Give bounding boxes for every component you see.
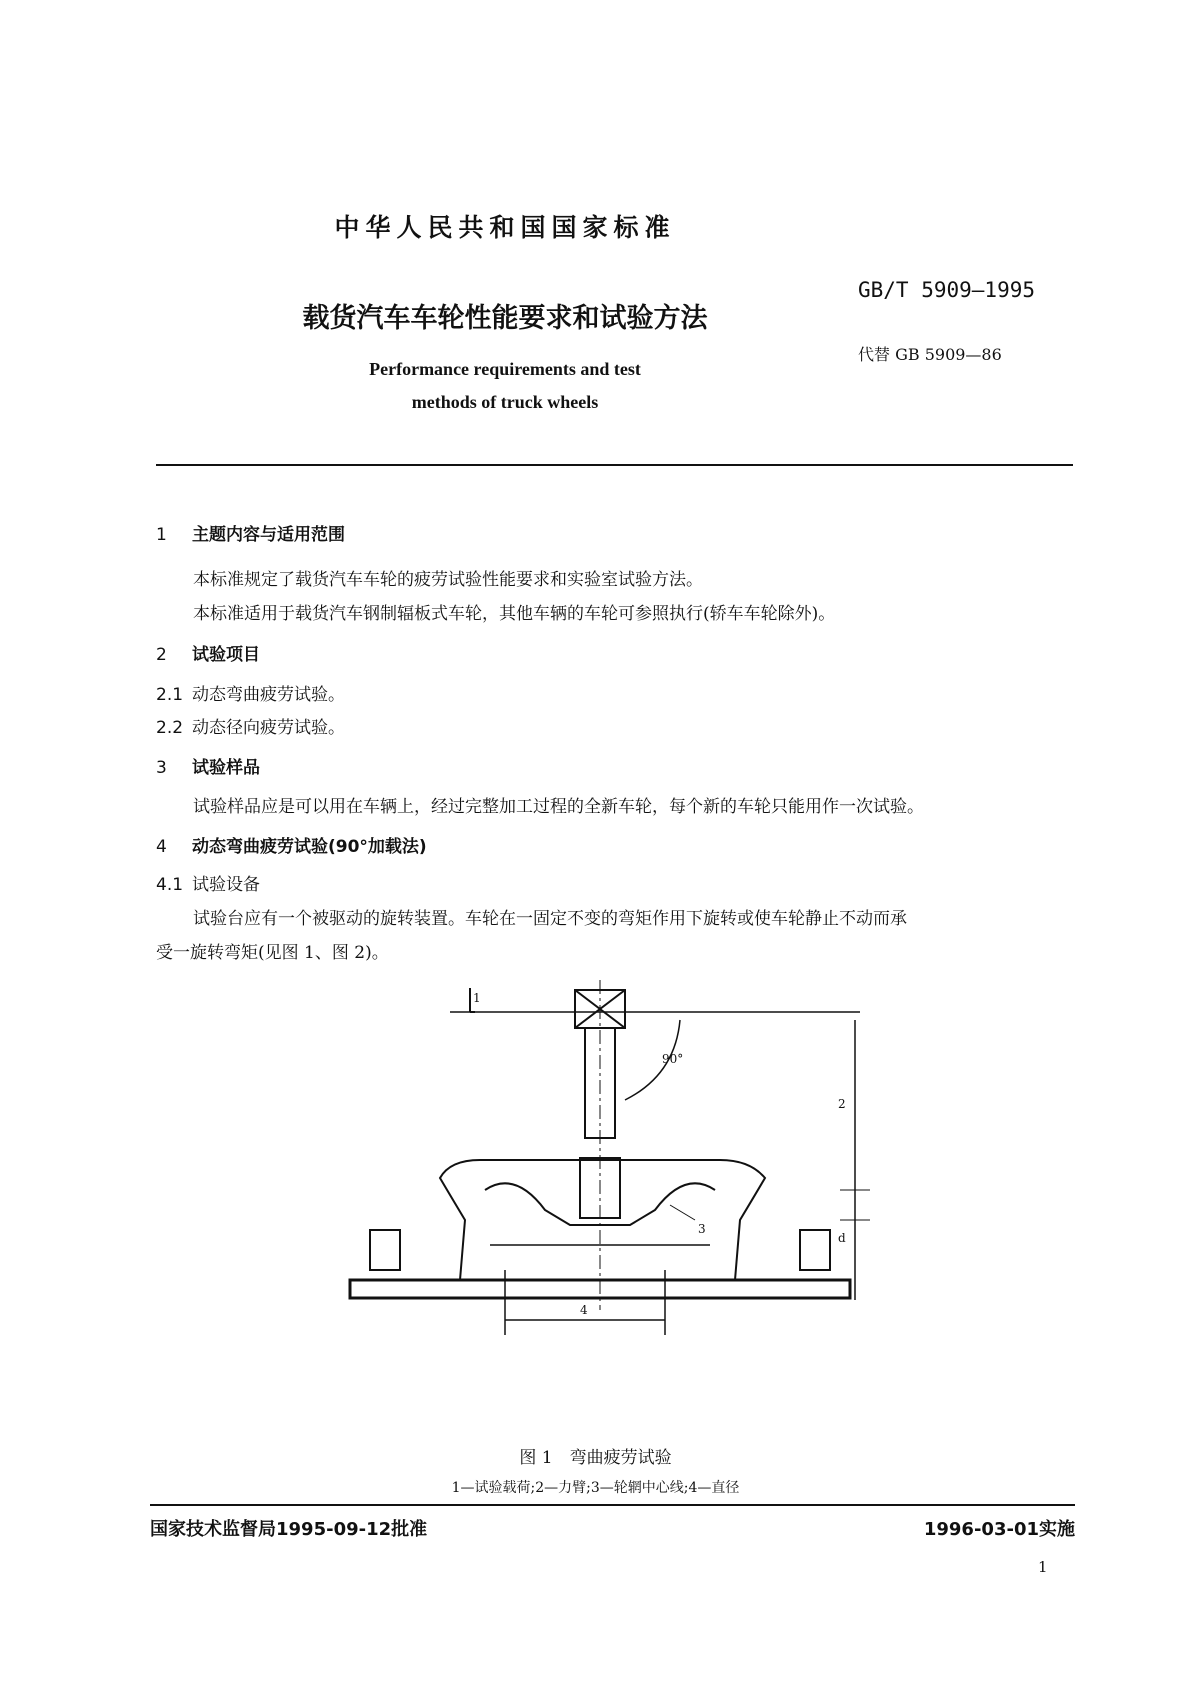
paragraph: 试验样品应是可以用在车辆上，经过完整加工过程的全新车轮，每个新的车轮只能用作一次试验。: [193, 797, 924, 817]
paragraph: 本标准适用于载货汽车钢制辐板式车轮，其他车辆的车轮可参照执行(轿车车轮除外)。: [193, 604, 836, 624]
section-text: 动态弯曲疲劳试验。: [192, 685, 345, 705]
implementation-date: 1996-03-01实施: [923, 1519, 1075, 1540]
subsection-2-2: [156, 713, 345, 738]
label-4: 4: [580, 1303, 588, 1317]
section-number: 1: [156, 525, 167, 545]
bolt-right: [800, 1230, 830, 1270]
footer-divider: [150, 1504, 1075, 1506]
page-title: 载货汽车车轮性能要求和试验方法: [302, 303, 708, 334]
label-2: 2: [838, 1097, 846, 1111]
section-2-heading: [156, 640, 260, 665]
section-number: 2: [156, 645, 167, 665]
section-title: 主题内容与适用范围: [192, 525, 345, 545]
english-title-line1: Performance requirements and test: [369, 359, 641, 379]
english-title-line2: methods of truck wheels: [411, 392, 599, 412]
bolt-left: [370, 1230, 400, 1270]
section-title: 动态弯曲疲劳试验(90°加载法): [192, 837, 427, 857]
section-3-heading: [156, 753, 260, 778]
figure-legend: 1—试验载荷;2—力臂;3—轮辋中心线;4—直径: [451, 1480, 740, 1496]
section-4-heading: [156, 832, 427, 857]
section-title: 试验样品: [192, 758, 260, 778]
approval-date: 国家技术监督局1995-09-12批准: [150, 1519, 428, 1540]
page-number: 1: [1038, 1558, 1048, 1576]
section-number: 2.1: [156, 685, 184, 705]
angle-label: 90°: [662, 1052, 684, 1066]
section-number: 4: [156, 837, 167, 857]
paragraph: 受一旋转弯矩(见图 1、图 2)。: [156, 943, 389, 963]
paragraph: 试验台应有一个被驱动的旋转装置。车轮在一固定不变的弯矩作用下旋转或使车轮静止不动而承: [193, 909, 907, 929]
subsection-2-1: [156, 680, 345, 705]
header-divider: [156, 464, 1073, 466]
section-1-heading: [156, 520, 345, 545]
wheel-rim: [440, 1160, 765, 1280]
national-standard-heading: 中华人民共和国国家标准: [334, 213, 676, 242]
paragraph: 本标准规定了载货汽车车轮的疲劳试验性能要求和实验室试验方法。: [193, 570, 703, 590]
section-number: 2.2: [156, 718, 184, 738]
replaces-note: 代替 GB 5909—86: [858, 345, 1002, 364]
standard-code: GB/T 5909—1995: [858, 278, 1036, 302]
label-3: 3: [698, 1222, 706, 1236]
label-d: d: [838, 1231, 846, 1245]
section-text: 动态径向疲劳试验。: [192, 718, 345, 738]
section-title: 试验设备: [192, 875, 260, 895]
section-number: 4.1: [156, 875, 184, 895]
subsection-4-1: [156, 870, 260, 895]
section-number: 3: [156, 758, 167, 778]
label-1: 1: [473, 991, 481, 1005]
figure-caption: 图 1 弯曲疲劳试验: [519, 1448, 672, 1468]
figure-1-bending-fatigue-diagram: [340, 980, 880, 1410]
section-title: 试验项目: [192, 645, 260, 665]
